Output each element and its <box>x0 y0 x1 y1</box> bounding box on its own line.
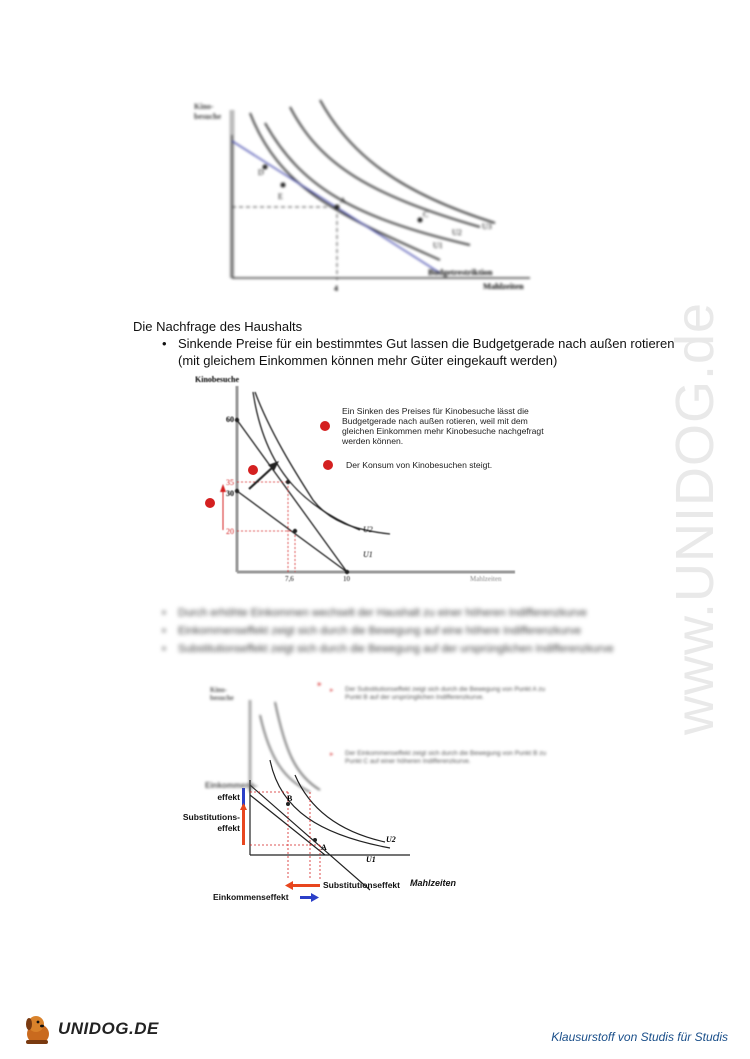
fig3-label-substitutions: Substitutions- <box>182 812 240 822</box>
red-dot-marker <box>205 498 215 508</box>
fig3-label-substitutionseffekt: Substitutionseffekt <box>323 880 400 890</box>
fig3-label-einkommens: Einkommens- <box>205 781 258 790</box>
fig3-point-A: A <box>321 843 327 852</box>
unidog-logo[interactable] <box>22 1012 159 1046</box>
fig2-curve-U1: U1 <box>363 550 373 559</box>
fig3-note1: Der Substitutionseffekt zeigt sich durch die Bewegung von Punkt A zu Punkt B auf der ursprünglichen Indifferenzkurve. <box>345 686 546 701</box>
fig3-note1-bullet-icon: ▸ <box>330 687 334 694</box>
fig3-label-substitutions-effekt: effekt <box>217 823 240 833</box>
substitutionseffekt-bar <box>242 805 245 845</box>
fig2-xlabel: Mahlzeiten <box>470 575 502 583</box>
fig2-tick-60: 60 <box>226 415 234 424</box>
figure-price-change <box>195 372 525 584</box>
dog-icon <box>22 1012 54 1046</box>
fig2-tick-x-76: 7,6 <box>285 575 294 583</box>
red-dot-marker <box>323 460 333 470</box>
fig3-point-B: B <box>287 794 293 803</box>
fig2-tick-x-10: 10 <box>343 575 350 583</box>
fig2-tick-35: 35 <box>226 478 234 487</box>
fig3-label-effekt: effekt <box>217 792 240 802</box>
bullet-item: • Sinkende Preise für ein bestimmtes Gut lassen die Budgetgerade nach außen rotieren (mit gleichem Einkommen können mehr Güter eingekauft werden) <box>158 335 678 369</box>
bullet-list-1 <box>158 335 678 369</box>
footer-slogan: Klausurstoff von Studis für Studis <box>551 1030 728 1044</box>
fig2-note1: Ein Sinken des Preises für Kinobesuche lässt die Budgetgerade nach außen rotieren, weil mit dem gleichen Einkommen mehr Kinobesuche nachgefragt werden können. <box>342 406 544 446</box>
fig1-ylabel: Kino- <box>194 102 214 111</box>
watermark: www.UNIDOG.de <box>665 301 725 735</box>
fig3-note2: Der Einkommenseffekt zeigt sich durch die Bewegung von Punkt B zu Punkt C auf einer höheren Indifferenzkurve. <box>345 750 547 765</box>
fig3-curve-U1: U1 <box>366 855 376 864</box>
svg-text:▸: ▸ <box>318 680 322 688</box>
fig3-ylabel-2: besuche <box>210 694 234 702</box>
fig1-point-C: C <box>423 210 429 219</box>
fig2-tick-30: 30 <box>226 489 234 498</box>
fig1-x-tick: 4 <box>334 284 338 293</box>
fig3-label-einkommenseffekt: Einkommenseffekt <box>213 892 289 902</box>
blurred-bullet: • Durch erhöhte Einkommen wechselt der Haushalt zu einer höheren Indifferenzkurve <box>158 604 678 622</box>
red-dot-marker <box>320 421 330 431</box>
fig3-ylabel: Kino- <box>210 686 228 694</box>
fig1-curve-U2: U2 <box>452 228 462 237</box>
blurred-bullet: • Einkommenseffekt zeigt sich durch die Bewegung auf eine höhere Indifferenzkurve <box>158 622 678 640</box>
figure-indifference-curves <box>190 95 540 300</box>
fig2-curve-U2: U2 <box>363 525 373 534</box>
fig1-xlabel: Mahlzeiten <box>483 281 524 291</box>
fig1-point-A: A <box>340 196 346 205</box>
fig1-point-D: D <box>258 168 264 177</box>
fig1-ylabel-2: besuche <box>194 112 222 121</box>
einkommenseffekt-bar <box>242 788 245 805</box>
section-heading: Die Nachfrage des Haushalts <box>133 319 303 334</box>
blurred-bullet: • Substitutionseffekt zeigt sich durch die Bewegung auf der ursprünglichen Indifferenzkurve <box>158 640 678 658</box>
fig2-note2: Der Konsum von Kinobesuchen steigt. <box>346 460 493 470</box>
fig1-curve-U1: U1 <box>433 241 443 250</box>
fig1-budget-label: Budgetrestriktion <box>428 267 493 277</box>
fig2-ylabel: Kinobesuche <box>195 375 240 384</box>
fig1-curve-U3: U3 <box>482 222 492 231</box>
fig2-tick-20: 20 <box>226 527 234 536</box>
fig1-point-E: E <box>278 192 283 201</box>
bullet-list-blurred <box>158 604 678 658</box>
fig3-label-mahlzeiten: Mahlzeiten <box>410 878 457 888</box>
red-dot-marker <box>248 465 258 475</box>
logo-text: UNIDOG.DE <box>58 1019 159 1038</box>
fig3-note2-bullet-icon: ▸ <box>330 751 334 758</box>
fig3-curve-U2: U2 <box>386 835 396 844</box>
